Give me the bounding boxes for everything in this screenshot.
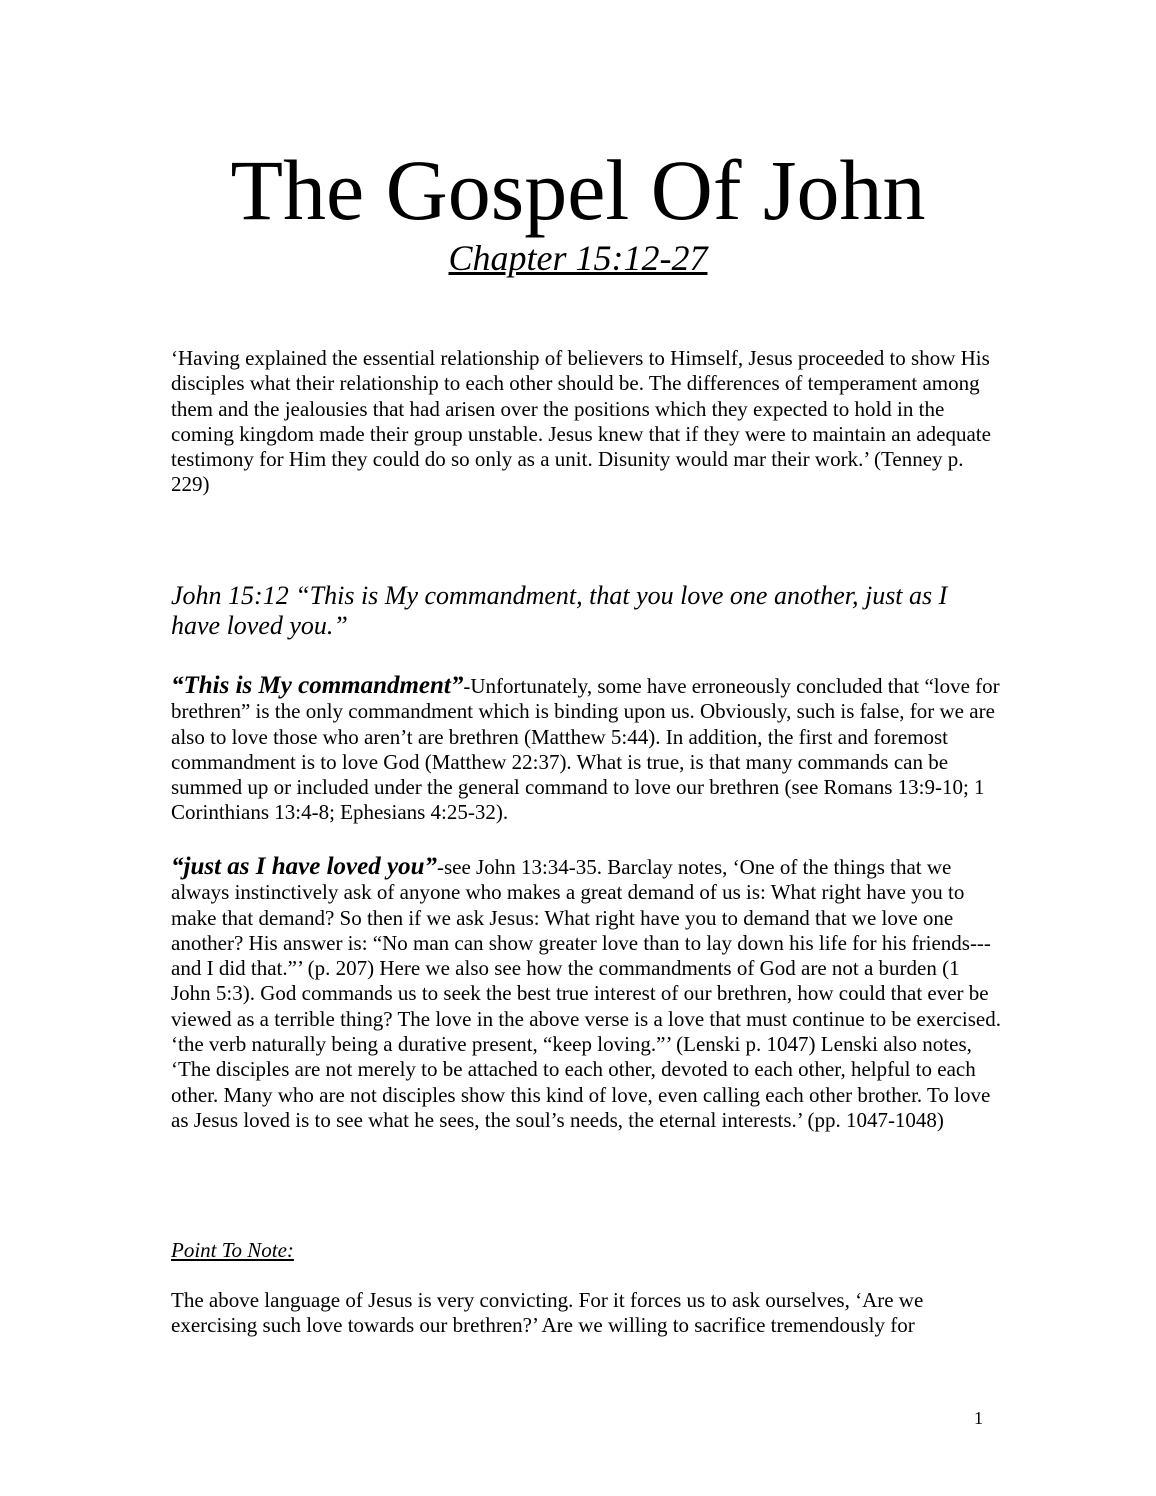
loved-paragraph (171, 854, 1001, 1133)
chapter-subtitle (0, 236, 1156, 280)
verse-heading: John 15:12 “This is My commandment, that you love one another, just as I have loved you.” (171, 581, 948, 640)
page-number: 1 (974, 1408, 983, 1428)
page-title: The Gospel Of John (230, 142, 926, 238)
point-paragraph: The above language of Jesus is very convicting. For it forces us to ask ourselves, ‘Are we exercising such love towards our brethren?’ Are we willing to sacrifice tremendously for (171, 1288, 924, 1338)
commandment-body: -Unfortunately, some have erroneously concluded that “love for brethren” is the only commandment which is binding upon us. Obviously, such is false, for we are also to love those who aren’t are brethren (Matthew 5:44). In addition, the first and foremost commandment is to love God (Matthew 22:37). What is true, is that many commands can be summed up or included under the general command to love our brethren (see Romans 13:9-10; 1 Corinthians 13:4-8; Ephesians 4:25-32). (171, 674, 1000, 825)
intro-quote: ‘Having explained the essential relationship of believers to Himself, Jesus proceeded to show His disciples what their relationship to each other should be. The differences of temperament among them and the jealousies that had arisen over the positions which they expected to hold in the coming kingdom made their group unstable. Jesus knew that if they were to maintain an adequate testimony for Him they could do so only as a unit. Disunity would mar their work.’ (Tenney p. 229) (171, 346, 991, 497)
loved-body: -see John 13:34-35. Barclay notes, ‘One of the things that we always instinctively ask of anyone who makes a great demand of us is: What right have you to make that demand? So then if we ask Jesus: What right have you to demand that we love one another? His answer is: “No man can show greater love than to lay down his life for his friends---and I did that.”’ (p. 207) Here we also see how the commandments of God are not a burden (1 John 5:3). God commands us to seek the best true interest of our brethren, how could that ever be viewed as a terrible thing? The love in the above verse is a love that must continue to be exercised. ‘the verb naturally being a durative present, “keep loving.”’ (Lenski p. 1047) Lenski also notes, ‘The disciples are not merely to be attached to each other, devoted to each other, helpful to each other. Many who are not disciples show this kind of love, even calling each other brother. To love as Jesus loved is to see what he sees, the soul’s needs, the eternal interests.’ (pp. 1047-1048) (171, 855, 1002, 1132)
chapter-subtitle-text: Chapter 15:12-27 (448, 238, 708, 278)
commandment-lead-phrase: “This is My commandment” (171, 672, 464, 699)
point-to-note-heading: Point To Note: (171, 1238, 294, 1262)
loved-lead-phrase: “just as I have loved you” (171, 853, 437, 880)
commandment-paragraph (171, 673, 1001, 826)
